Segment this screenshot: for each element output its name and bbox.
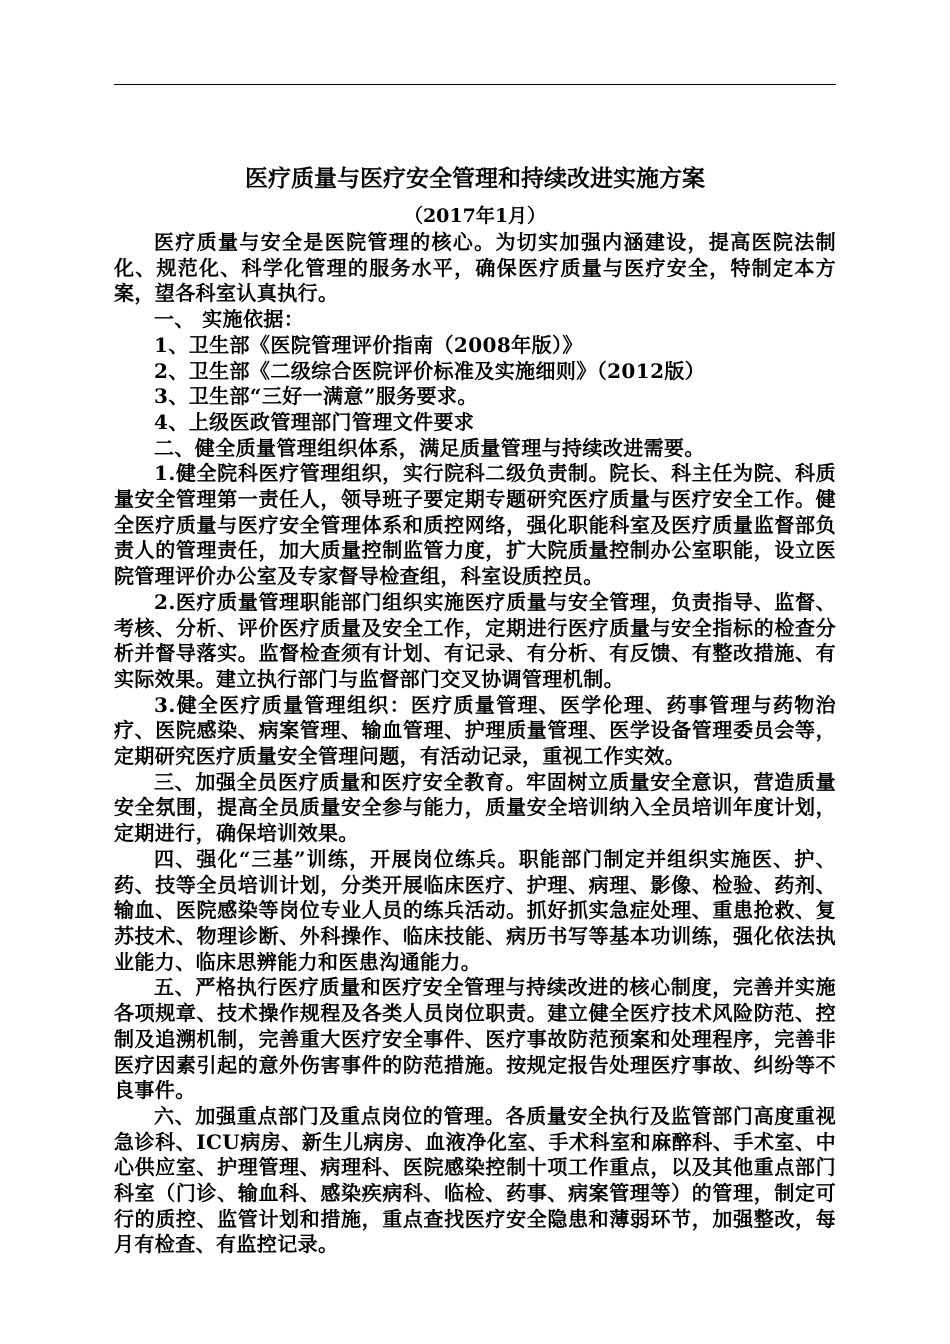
basis-item-4: 4、上级医政管理部门管理文件要求 <box>154 409 475 434</box>
basis-item-3: 3、卫生部“三好一满意”服务要求。 <box>154 384 478 409</box>
section-heading-2: 二、健全质量管理组织体系，满足质量管理与持续改进需要。 <box>154 435 705 460</box>
paragraph-intro: 医疗质量与安全是医院管理的核心。为切实加强内涵建设，提高医院法制化、规范化、科学化管理的服务水平，确保医疗质量与医疗安全，特制定本方案，望各科室认真执行。 <box>114 230 836 306</box>
document-body <box>114 230 836 1258</box>
basis-item-2: 2、卫生部《二级综合医院评价标准及实施细则》（2012版） <box>154 358 706 383</box>
paragraph-section-4: 四、强化“三基”训练，开展岗位练兵。职能部门制定并组织实施医、护、药、技等全员培训计划，分类开展临床医疗、护理、病理、影像、检验、药剂、输血、医院感染等岗位专业人员的练兵活动。抓好抓实急症处理、重患抢救、复苏技术、物理诊断、外科操作、临床技能、病历书写等基本功训练，强化依法执业能力、临床思辨能力和医患沟通能力。 <box>114 846 836 974</box>
document-title: 医疗质量与医疗安全管理和持续改进实施方案 <box>245 166 705 192</box>
paragraph-2-2: 2.医疗质量管理职能部门组织实施医疗质量与安全管理，负责指导、监督、考核、分析、评价医疗质量及安全工作，定期进行医疗质量与安全指标的检查分析并督导落实。监督检查须有计划、有记录、有分析、有反馈、有整改措施、有实际效果。建立执行部门与监督部门交叉协调管理机制。 <box>114 589 836 691</box>
document-date: （2017年1月） <box>403 205 547 227</box>
paragraph-section-6: 六、加强重点部门及重点岗位的管理。各质量安全执行及监管部门高度重视急诊科、ICU病房、新生儿病房、血液净化室、手术科室和麻醉科、手术室、中心供应室、护理管理、病理科、医院感染控制十项工作重点，以及其他重点部门科室（门诊、输血科、感染疾病科、临检、药事、病案管理等）的管理，制定可行的质控、监管计划和措施，重点查找医疗安全隐患和薄弱环节，加强整改，每月有检查、有监控记录。 <box>114 1103 836 1257</box>
section-heading-1: 一、 实施依据： <box>154 307 305 332</box>
paragraph-2-1: 1.健全院科医疗管理组织，实行院科二级负责制。院长、科主任为院、科质量安全管理第一责任人，领导班子要定期专题研究医疗质量与医疗安全工作。健全医疗质量与医疗安全管理体系和质控网络，强化职能科室及医疗质量监督部负责人的管理责任，加大质量控制监管力度，扩大院质量控制办公室职能，设立医院管理评价办公室及专家督导检查组，科室设质控员。 <box>114 461 836 589</box>
basis-item-1: 1、卫生部《医院管理评价指南（2008年版）》 <box>154 332 583 357</box>
paragraph-2-3: 3.健全医疗质量管理组织：医疗质量管理、医学伦理、药事管理与药物治疗、医院感染、病案管理、输血管理、护理质量管理、医学设备管理委员会等，定期研究医疗质量安全管理问题，有活动记录，重视工作实效。 <box>114 692 836 769</box>
paragraph-section-3: 三、加强全员医疗质量和医疗安全教育。牢固树立质量安全意识，营造质量安全氛围，提高全员质量安全参与能力，质量安全培训纳入全员培训年度计划，定期进行，确保培训效果。 <box>114 769 836 846</box>
header-rule <box>114 84 836 85</box>
paragraph-section-5: 五、严格执行医疗质量和医疗安全管理与持续改进的核心制度，完善并实施各项规章、技术操作规程及各类人员岗位职责。建立健全医疗技术风险防范、控制及追溯机制，完善重大医疗安全事件、医疗事故防范预案和处理程序，完善非医疗因素引起的意外伤害事件的防范措施。按规定报告处理医疗事故、纠纷等不良事件。 <box>114 975 836 1103</box>
